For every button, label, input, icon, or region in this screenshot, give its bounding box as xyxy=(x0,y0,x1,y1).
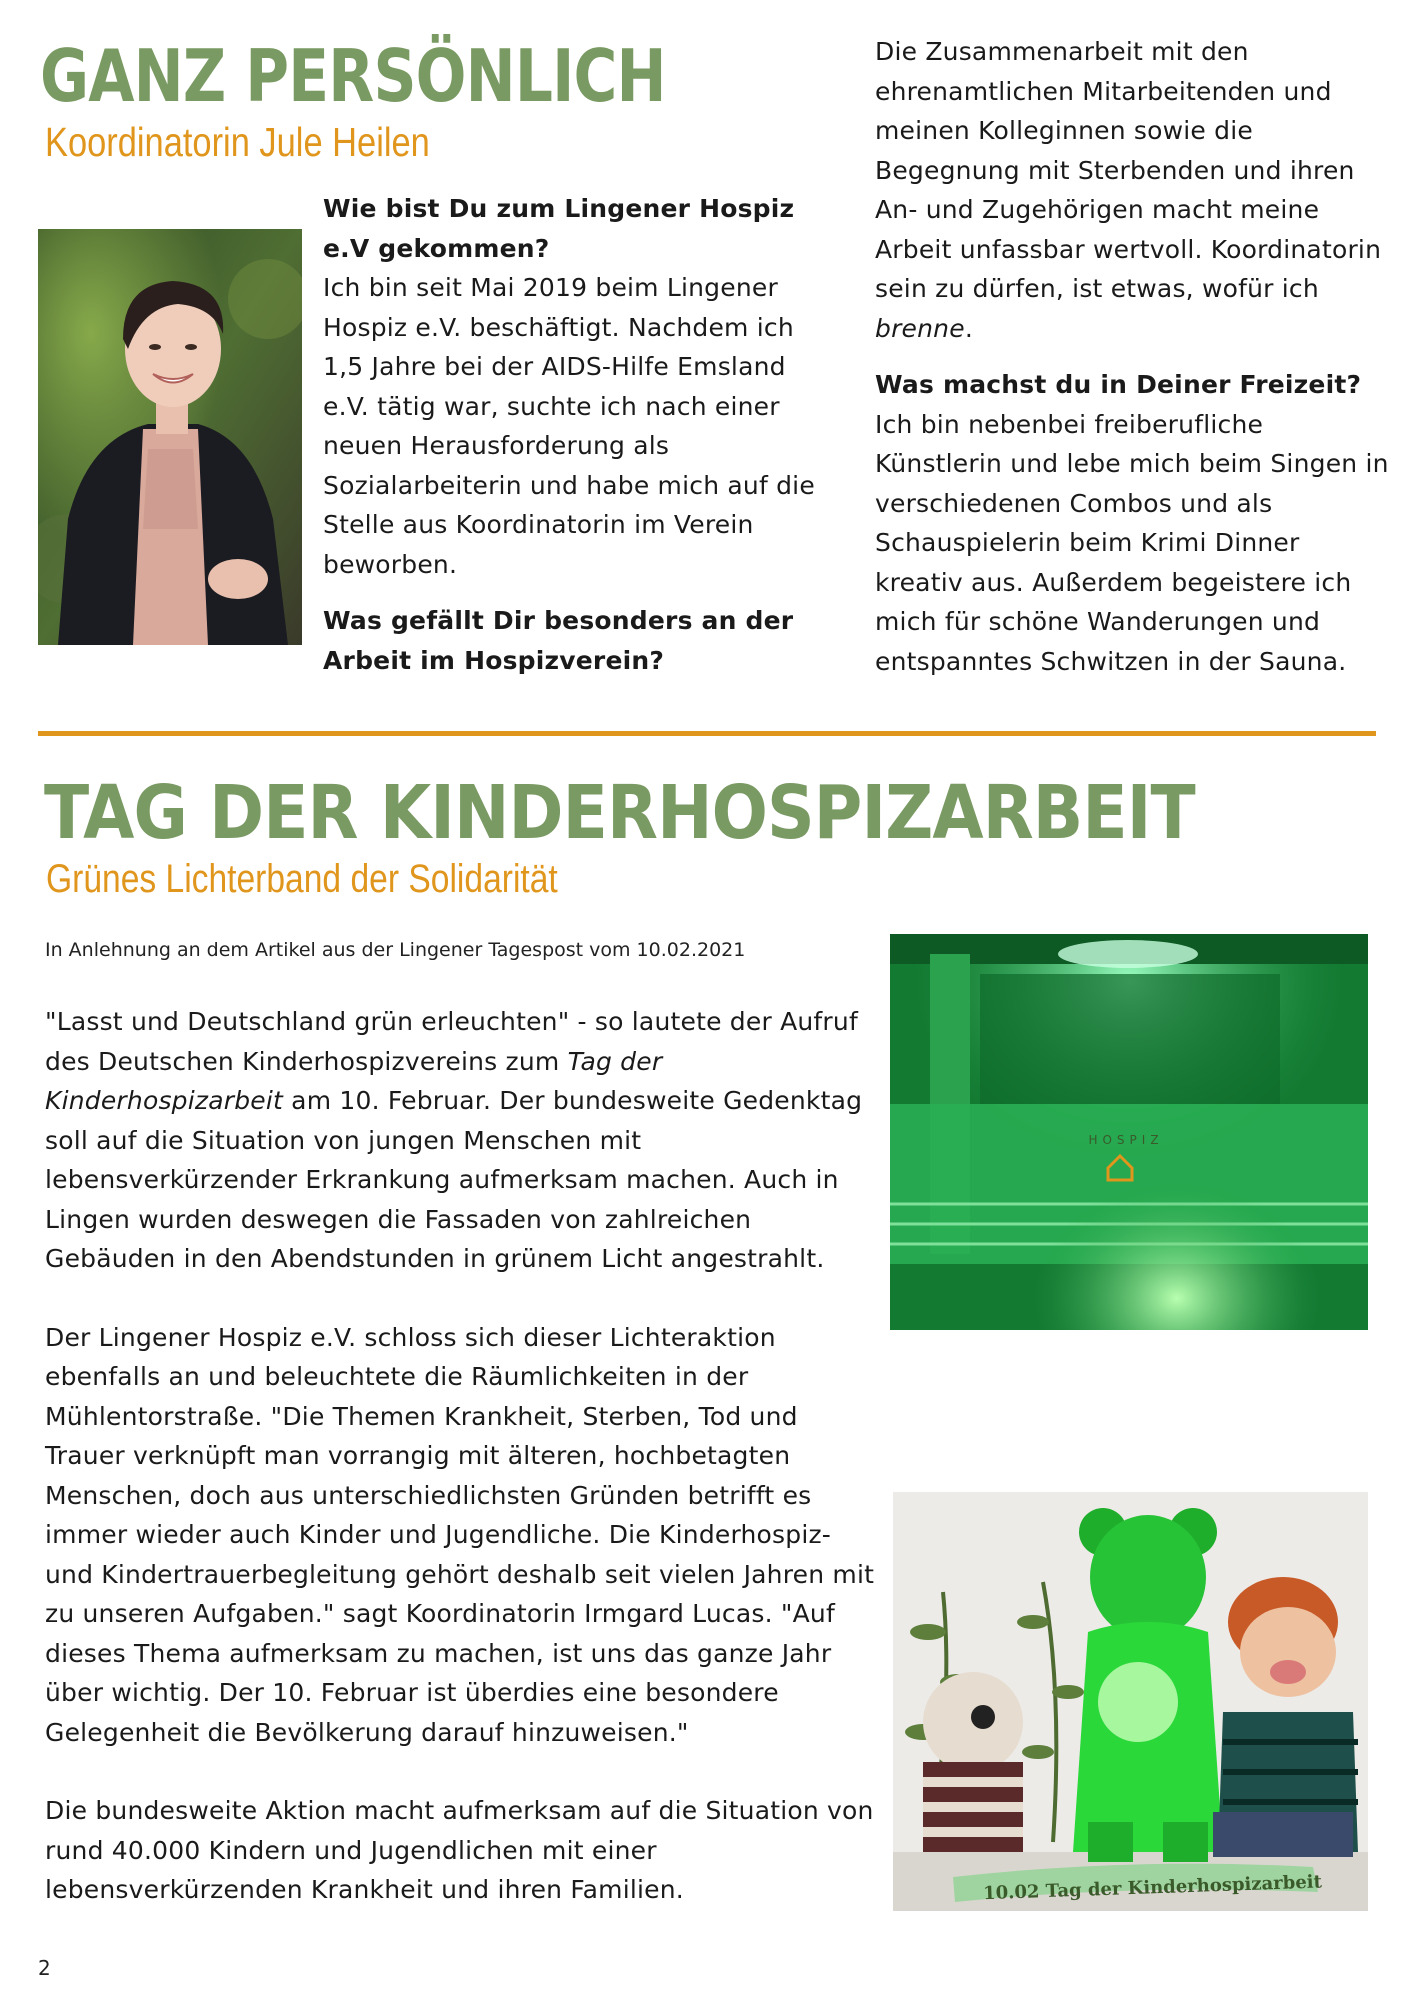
article-subtitle: Grünes Lichterband der Solidarität xyxy=(46,857,558,901)
answer-2-end: . xyxy=(964,313,973,343)
interview-right-column xyxy=(875,32,1395,681)
paragraph-2: Der Lingener Hospiz e.V. schloss sich dieser Lichteraktion ebenfalls an und beleuchtete die Räumlichkeiten in der Mühlentorstraße. "Die Themen Krankheit, Sterben, Tod und Trauer verknüpft man vorrangig mit älteren, hochbetagten Menschen, doch aus unterschiedlichsten Gründen betrifft es immer wieder auch Kinder und Jugendliche. Die Kinderhospiz- und Kindertrauerbegleitung gehört deshalb seit vielen Jahren mit zu unseren Aufgaben." sagt Koordinatorin Irmgard Lucas. "Auf dieses Thema aufmerksam zu machen, ist uns das ganze Jahr über wichtig. Der 10. Februar ist überdies eine besondere Gelegenheit die Bevölkerung darauf hinzuweisen." xyxy=(45,1322,875,1747)
paragraph-1-emphasis: Tag der Kinderhospizarbeit xyxy=(45,1046,663,1115)
page-number: 2 xyxy=(38,1956,51,1980)
section-title: GANZ PERSÖNLICH xyxy=(40,34,666,118)
portrait-image xyxy=(38,229,302,645)
answer-1: Ich bin seit Mai 2019 beim Lingener Hospiz e.V. beschäftigt. Nachdem ich 1,5 Jahre bei der AIDS-Hilfe Emsland e.V. tätig war, suchte ich nach einer neuen Herausforderung als Sozialarbeiterin und habe mich auf die Stelle aus Koordinatorin im Verein beworben. xyxy=(323,273,815,579)
section-divider xyxy=(38,731,1376,736)
article-body xyxy=(45,1002,875,1910)
question-2: Was gefällt Dir besonders an der Arbeit im Hospizverein? xyxy=(323,606,794,675)
paragraph-1 xyxy=(45,1002,875,1279)
green-light-office-photo xyxy=(890,934,1368,1330)
paragraph-1-b: am 10. Februar. Der bundesweite Gedenktag soll auf die Situation von jungen Menschen mit lebensverkürzender Erkrankung aufmerksam machen. Auch in Lingen wurden deswegen die Fassaden von zahlreichen Gebäuden in den Abendstunden in grünem Licht angestrahlt. xyxy=(45,1086,863,1273)
answer-3: Ich bin nebenbei freiberufliche Künstlerin und lebe mich beim Singen in verschiedenen Combos und als Schauspielerin beim Krimi Dinner kreativ aus. Außerdem begeistere ich mich für schöne Wanderungen und entspanntes Schwitzen in der Sauna. xyxy=(875,409,1389,676)
section-subtitle: Koordinatorin Jule Heilen xyxy=(45,119,430,165)
photo-banner-text: 10.02 Tag der Kinderhospizarbeit xyxy=(982,1871,1323,1905)
hospiz-sign: HOSPIZ xyxy=(1088,1133,1164,1147)
bear-image xyxy=(893,1492,1368,1911)
article-title: TAG DER KINDERHOSPIZARBEIT xyxy=(44,770,1195,856)
paragraph-1-a: "Lasst und Deutschland grün erleuchten" - so lautete der Aufruf des Deutschen Kinderhospizvereins zum xyxy=(45,1007,858,1076)
kinderhospiz-bear-photo xyxy=(893,1492,1368,1911)
portrait-photo xyxy=(38,229,302,645)
paragraph-3: Die bundesweite Aktion macht aufmerksam auf die Situation von rund 40.000 Kindern und Jugendlichen mit einer lebensverkürzenden Krankheit und ihren Familien. xyxy=(45,1796,874,1904)
answer-2-emphasis: brenne xyxy=(875,313,965,343)
office-image xyxy=(890,934,1368,1330)
question-1: Wie bist Du zum Lingener Hospiz e.V gekommen? xyxy=(323,194,795,263)
interview-middle-column xyxy=(323,189,823,680)
answer-2-text: Die Zusammenarbeit mit den ehrenamtlichen Mitarbeitenden und meinen Kolleginnen sowie die Begegnung mit Sterbenden und ihren An- und Zugehörigen macht meine Arbeit unfassbar wertvoll. Koordinatorin sein zu dürfen, ist etwas, wofür ich xyxy=(875,37,1382,303)
article-source: In Anlehnung an dem Artikel aus der Lingener Tagespost vom 10.02.2021 xyxy=(45,939,746,961)
question-3: Was machst du in Deiner Freizeit? xyxy=(875,370,1362,399)
answer-2 xyxy=(875,32,1395,348)
